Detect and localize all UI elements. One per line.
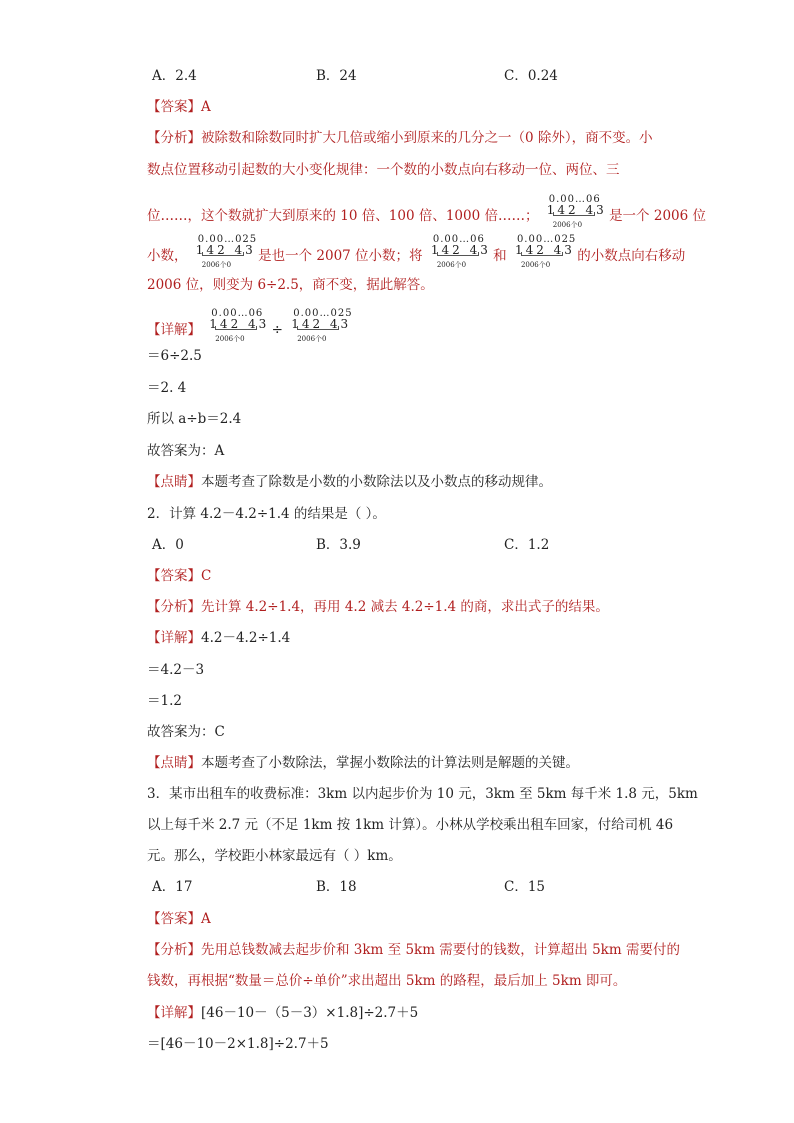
q2-option-a: A．0 [152,537,184,553]
q1-option-a: A．2.4 [152,68,197,84]
q2-detail: 【详解】4.2－4.2÷1.4 [147,630,291,646]
q3-option-a: A．17 [152,879,193,895]
q2-step-2: ＝1.2 [147,693,182,709]
q2-step-1: ＝4.2－3 [147,662,205,678]
q3-option-c: C．15 [504,879,546,895]
q3-analysis-line-2: 钱数，再根据“数量＝总价÷单价”求出超出 5km 的路程，最后加上 5km 即可。 [147,973,627,989]
q1-analysis-line-5: 2006 位，则变为 6÷2.5，商不变，据此解答。 [147,277,434,293]
q2-question: 2．计算 4.2－4.2÷1.4 的结果是（ ）。 [147,506,386,522]
repeating-decimal-b: 0.00…025 142 43 2006个0 [514,234,577,269]
repeating-decimal-a: 0.00…06 142 43 2006个0 [546,194,607,229]
q1-comment: 【点睛】本题考查了除数是小数的小数除法以及小数点的移动规律。 [147,474,552,490]
q2-comment: 【点睛】本题考查了小数除法，掌握小数除法的计算法则是解题的关键。 [147,755,579,771]
q1-step-2: ＝2. 4 [147,380,187,396]
q3-answer: 【答案】A [147,911,211,927]
repeating-decimal-a: 0.00…06 142 43 2006个0 [209,308,270,343]
repeating-decimal-b: 0.00…025 142 43 2006个0 [195,234,258,269]
q2-analysis: 【分析】先计算 4.2÷1.4，再用 4.2 减去 4.2÷1.4 的商，求出式子的结果。 [147,599,609,615]
q1-detail: 【详解】 0.00…06 142 43 2006个0 ÷ 0.00…025 142 43 2006个0 [147,308,353,343]
q1-analysis-line-1: 【分析】被除数和除数同时扩大几倍或缩小到原来的几分之一（0 除外），商不变。小 [147,130,653,146]
q1-analysis-line-2: 数点位置移动引起数的大小变化规律：一个数的小数点向右移动一位、两位、三 [147,162,620,178]
q1-step-3: 所以 a÷b＝2.4 [147,411,242,427]
q2-answer: 【答案】C [147,568,212,584]
repeating-decimal-b: 0.00…025 142 43 2006个0 [291,308,353,343]
q2-option-c: C．1.2 [504,537,550,553]
repeating-decimal-a: 0.00…06 142 43 2006个0 [430,234,491,269]
q3-option-b: B．18 [316,879,357,895]
q1-final: 故答案为：A [147,443,225,459]
q1-answer: 【答案】A [147,99,211,115]
q1-option-c: C．0.24 [504,68,558,84]
q1-step-1: ＝6÷2.5 [147,348,202,364]
q2-final: 故答案为：C [147,724,225,740]
q3-step-1: ＝[46－10－2×1.8]÷2.7＋5 [147,1036,329,1052]
q1-analysis-line-3: 位……，这个数就扩大到原来的 10 倍、100 倍、1000 倍……； 0.00…06 142 43 2006个0 是一个 2006 位 [147,194,707,229]
q1-analysis-line-4: 小数， 0.00…025 142 43 2006个0 是也一个 2007 位小数；将 0.00…06 142 43 2006个0 和 0.00…025 142 43 2006个0 的小数点向右移动 [147,234,686,269]
q3-question-line-3: 元。那么，学校距小林家最远有（ ）km。 [147,848,402,864]
q3-detail: 【详解】[46－10－（5－3）×1.8]÷2.7＋5 [147,1005,419,1021]
q3-question-line-2: 以上每千米 2.7 元（不足 1km 按 1km 计算）。小林从学校乘出租车回家，付给司机 46 [147,817,674,833]
q3-analysis-line-1: 【分析】先用总钱数减去起步价和 3km 至 5km 需要付的钱数，计算超出 5km 需要付的 [147,942,680,958]
q1-option-b: B．24 [316,68,357,84]
q3-question-line-1: 3．某市出租车的收费标准：3km 以内起步价为 10 元，3km 至 5km 每千米 1.8 元，5km [147,786,698,802]
q2-option-b: B．3.9 [316,537,361,553]
